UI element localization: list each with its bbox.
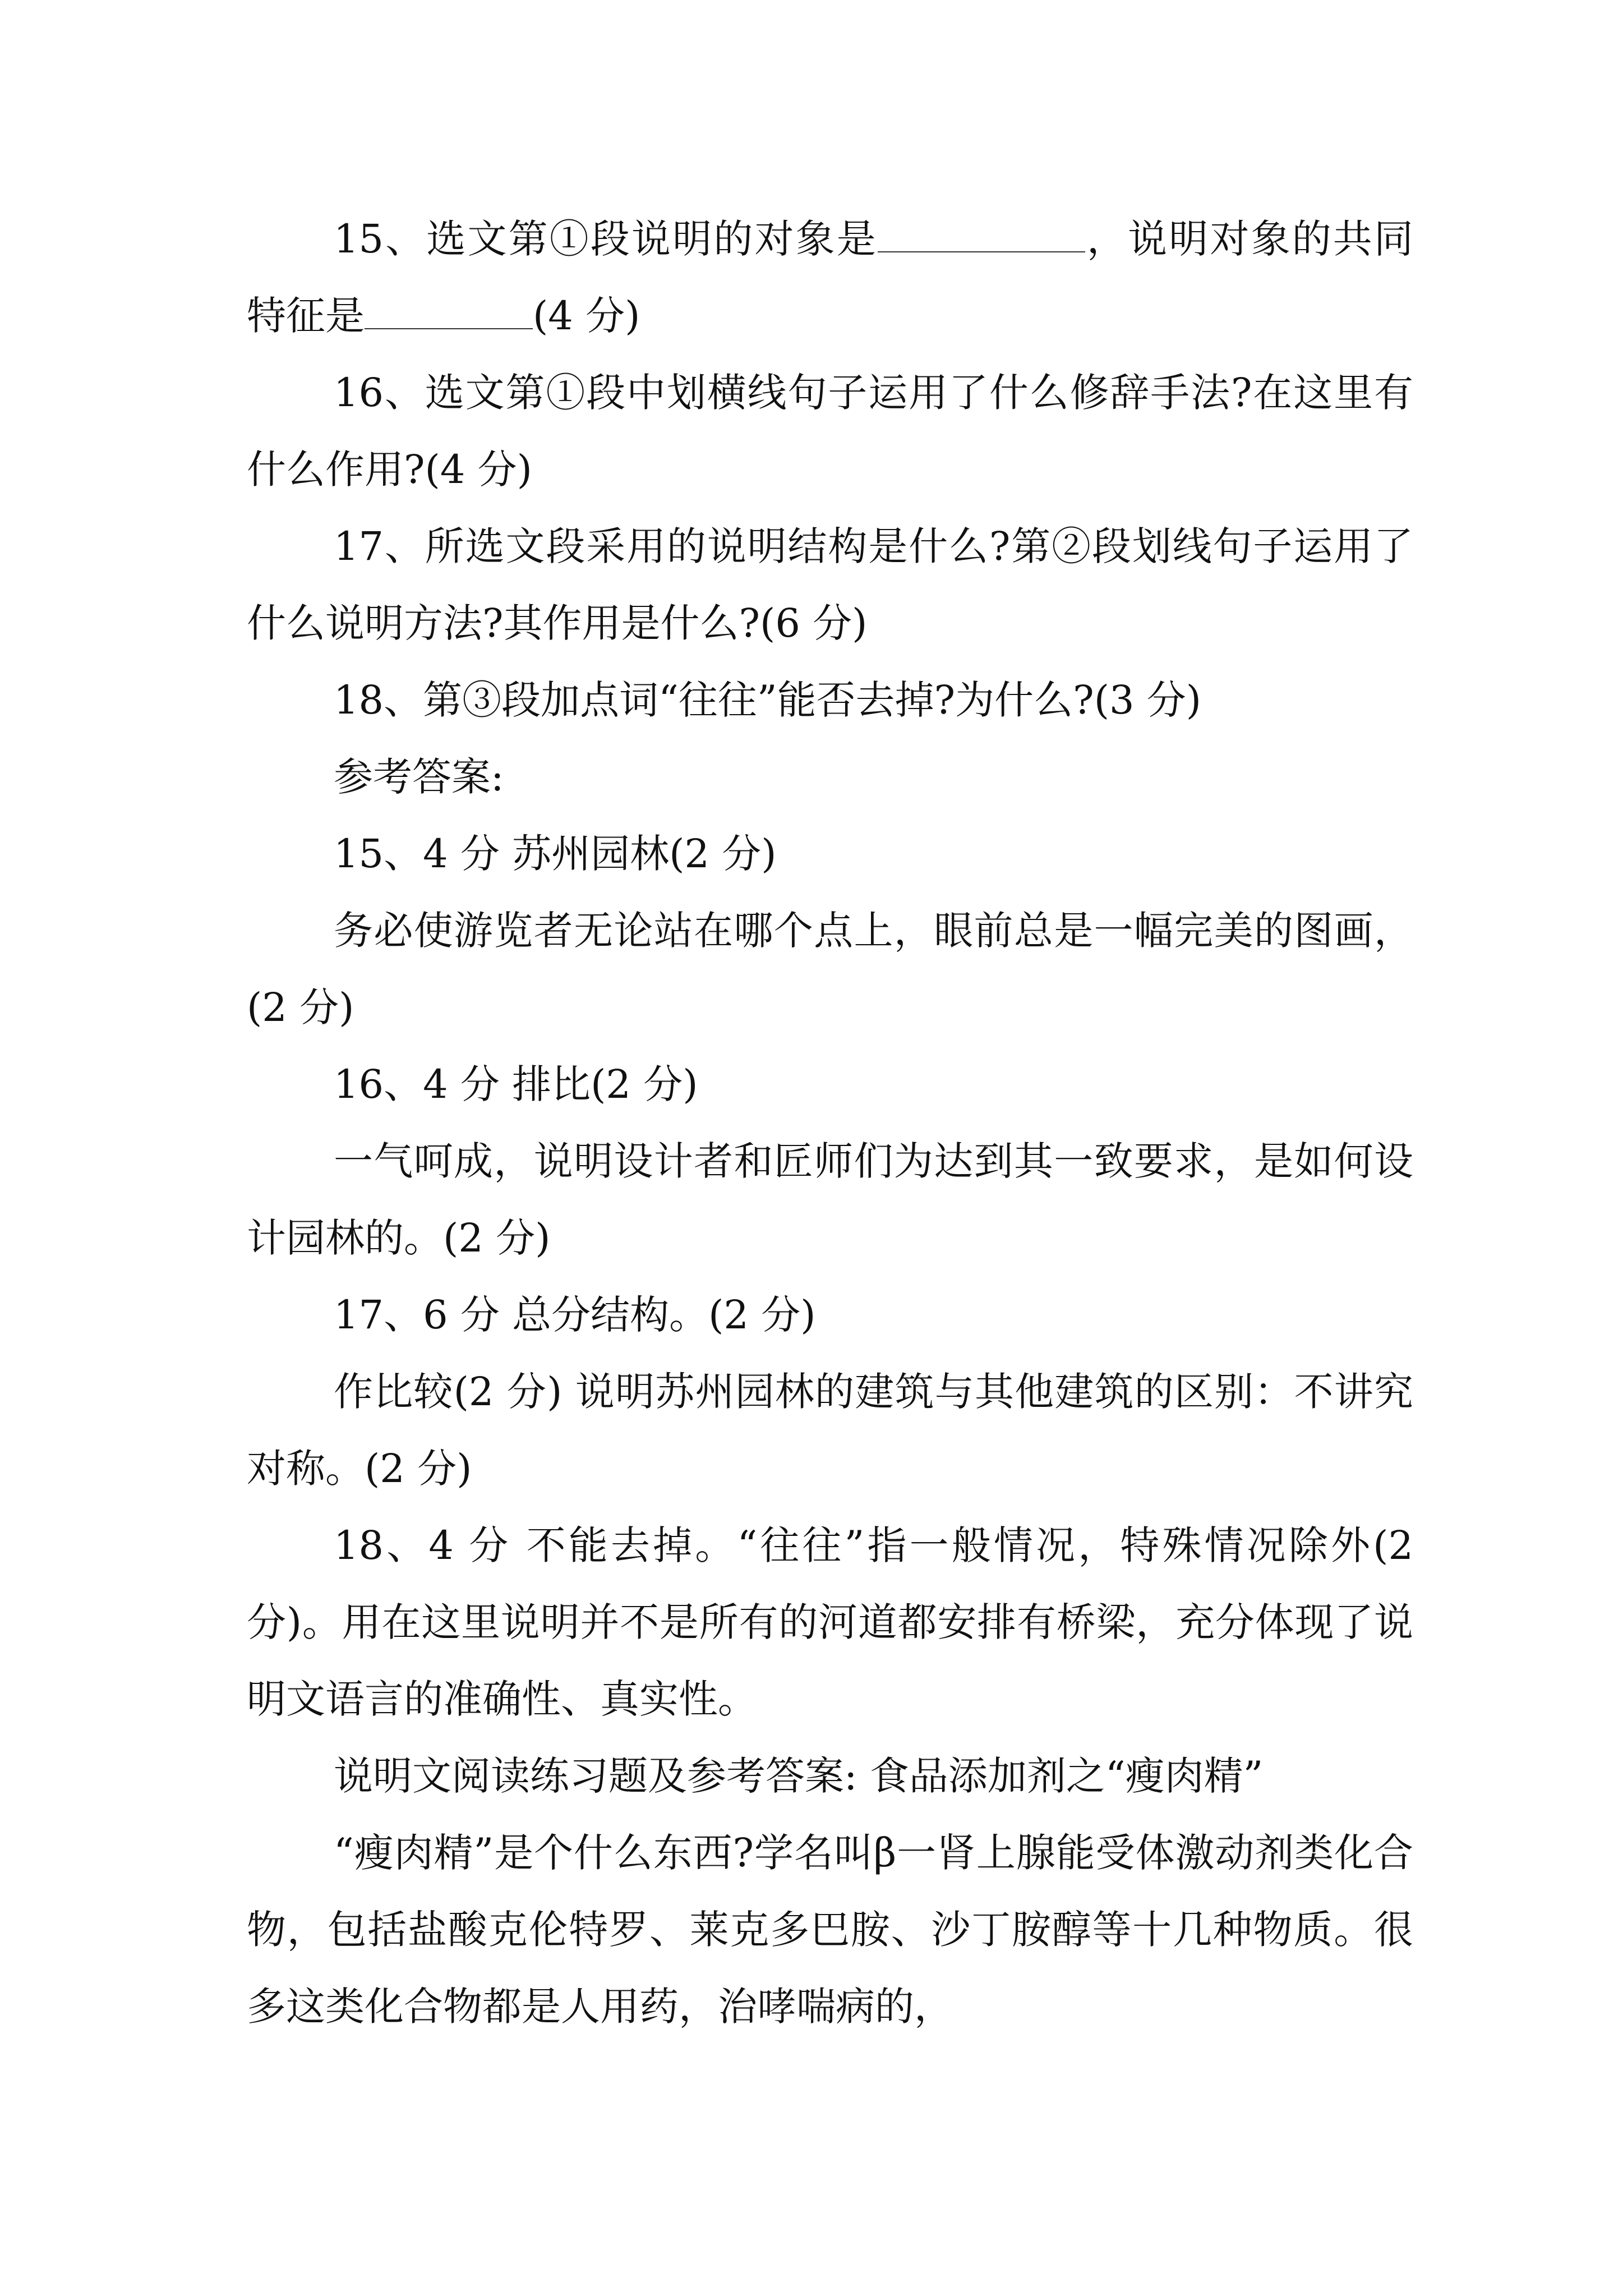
question-15-part-a: 15、选文第①段说明的对象是	[334, 216, 878, 262]
question-16: 16、选文第①段中划横线句子运用了什么修辞手法?在这里有什么作用?(4 分)	[247, 370, 1413, 493]
answer-blank-2	[365, 293, 533, 329]
answer-17-line-2: 作比较(2 分) 说明苏州园林的建筑与其他建筑的区别：不讲究对称。(2 分)	[247, 1369, 1413, 1492]
question-15	[247, 201, 1413, 355]
next-section-paragraph: “瘦肉精”是个什么东西?学名叫β一肾上腺能受体激动剂类化合物，包括盐酸克伦特罗、莱克多巴胺、沙丁胺醇等十几种物质。很多这类化合物都是人用药，治哮喘病的，	[247, 1830, 1413, 2030]
answer-15-line-1: 15、4 分 苏州园林(2 分)	[334, 831, 777, 877]
answer-15-line-2: 务必使游览者无论站在哪个点上，眼前总是一幅完美的图画，(2 分)	[247, 908, 1413, 1030]
answers-heading: 参考答案:	[334, 754, 504, 800]
answer-17-line-1: 17、6 分 总分结构。(2 分)	[334, 1292, 816, 1338]
question-18: 18、第③段加点词“往往”能否去掉?为什么?(3 分)	[334, 677, 1202, 723]
next-section-title: 说明文阅读练习题及参考答案: 食品添加剂之“瘦肉精”	[334, 1753, 1264, 1799]
answer-18: 18、4 分 不能去掉。“往往”指一般情况，特殊情况除外(2 分)。用在这里说明并不是所有的河道都安排有桥梁，充分体现了说明文语言的准确性、真实性。	[247, 1522, 1413, 1722]
answer-blank-1	[878, 216, 1085, 252]
question-15-part-c: (4 分)	[533, 293, 640, 339]
question-15-part-b: ，说明对象的共同特征是	[247, 216, 1414, 339]
answer-16-line-1: 16、4 分 排比(2 分)	[334, 1061, 698, 1107]
question-17: 17、所选文段采用的说明结构是什么?第②段划线句子运用了什么说明方法?其作用是什么?(6 分)	[247, 523, 1413, 646]
answer-16-line-2: 一气呵成，说明设计者和匠师们为达到其一致要求，是如何设计园林的。(2 分)	[247, 1138, 1413, 1261]
document-page	[247, 201, 1413, 2045]
